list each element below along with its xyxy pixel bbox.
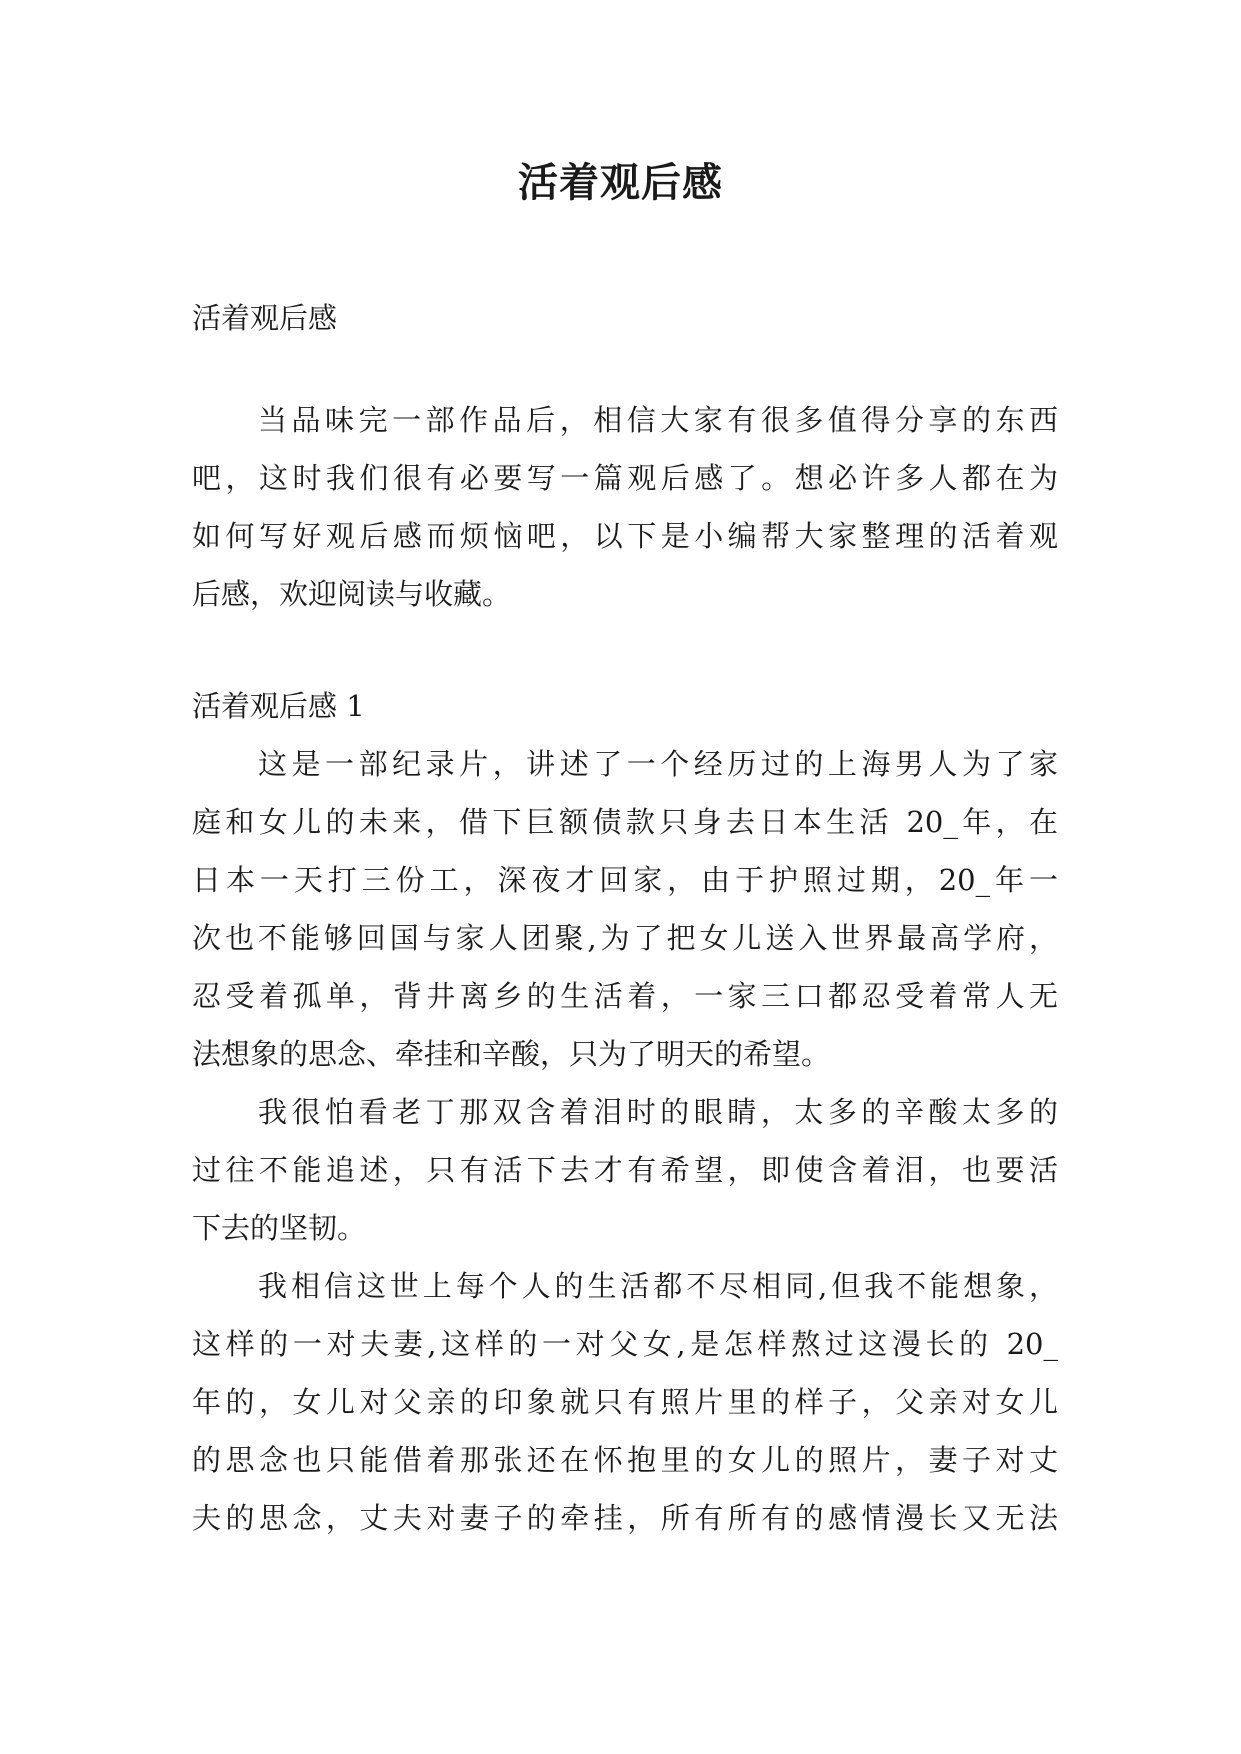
document-title: 活着观后感 [518,160,723,206]
paragraph-line: 这是一部纪录片，讲述了一个经历过的上海男人为了家 [258,747,1058,781]
paragraph-line: 忍受着孤单，背井离乡的生活着，一家三口都忍受着常人无 [192,979,1058,1013]
intro-line: 如何写好观后感而烦恼吧，以下是小编帮大家整理的活着观 [192,519,1058,553]
paragraph-line: 我很怕看老丁那双含着泪时的眼睛，太多的辛酸太多的 [258,1095,1058,1129]
paragraph-line: 夫的思念，丈夫对妻子的牵挂，所有所有的感情漫长又无法 [192,1501,1058,1535]
paragraph-line: 这样的一对夫妻,这样的一对父女,是怎样熬过这漫长的 20_ [192,1327,1058,1361]
document-subtitle: 活着观后感 [192,301,338,335]
body-paragraph-1 [192,735,1058,1083]
paragraph-line: 过往不能追述，只有活下去才有希望，即使含着泪，也要活 [192,1153,1058,1187]
paragraph-line: 我相信这世上每个人的生活都不尽相同,但我不能想象， [258,1269,1058,1303]
intro-paragraph [192,391,1058,623]
paragraph-line: 下去的坚韧。 [192,1211,367,1245]
intro-line: 后感，欢迎阅读与收藏。 [192,577,512,611]
intro-line: 当品味完一部作品后，相信大家有很多值得分享的东西 [258,403,1058,437]
body-paragraph-3 [192,1257,1058,1547]
paragraph-line: 日本一天打三份工，深夜才回家，由于护照过期，20_年一 [192,863,1058,897]
paragraph-line: 的思念也只能借着那张还在怀抱里的女儿的照片，妻子对丈 [192,1443,1058,1477]
paragraph-line: 年的，女儿对父亲的印象就只有照片里的样子，父亲对女儿 [192,1385,1058,1419]
section-heading: 活着观后感 1 [192,689,365,723]
intro-line: 吧，这时我们很有必要写一篇观后感了。想必许多人都在为 [192,461,1058,495]
body-paragraph-2 [192,1083,1058,1257]
paragraph-line: 法想象的思念、牵挂和辛酸，只为了明天的希望。 [192,1037,831,1071]
document-body [192,289,1058,1547]
paragraph-line: 庭和女儿的未来，借下巨额债款只身去日本生活 20_年，在 [192,805,1058,839]
paragraph-line: 次也不能够回国与家人团聚,为了把女儿送入世界最高学府， [192,921,1058,955]
